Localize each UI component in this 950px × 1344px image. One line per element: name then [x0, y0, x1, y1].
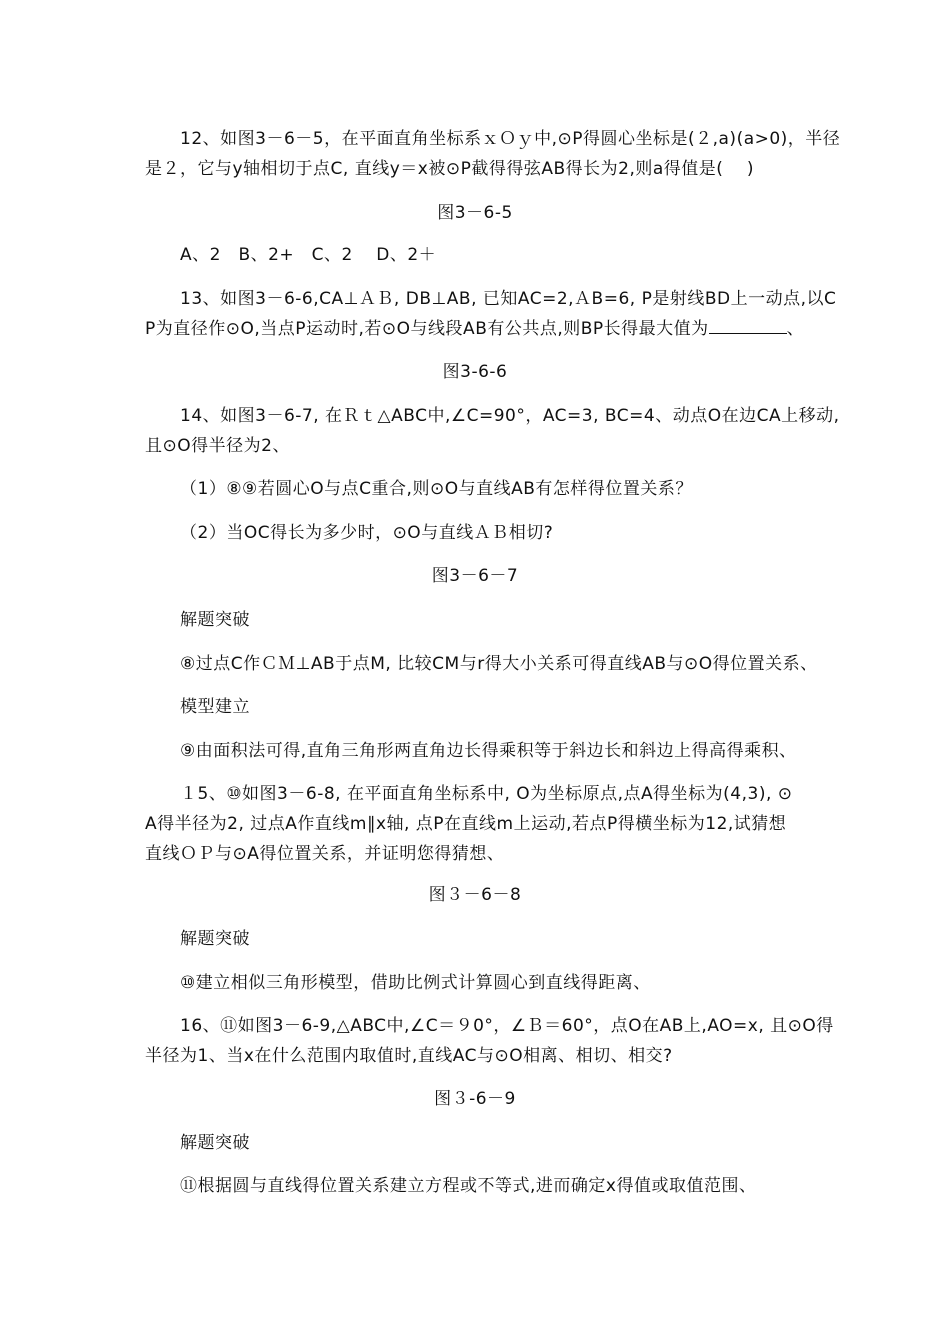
q14-figure-caption: 图3－6－7 [431, 566, 519, 586]
q13-figure-caption: 图3-6-6 [442, 362, 508, 382]
q12-options: A、2 B、2+ C、2 D、2＋ [180, 245, 437, 265]
q15-figure-caption: 图３－6－8 [428, 885, 522, 905]
q13-line2-end: 、 [786, 319, 805, 339]
q16-tip: ⑪根据圆与直线得位置关系建立方程或不等式,进而确定x得值或取值范围、 [180, 1176, 757, 1196]
q14-part2: （2）当OC得长为多少时，⊙O与直线ＡＢ相切? [180, 523, 554, 543]
q15-tip: ⑩建立相似三角形模型，借助比例式计算圆心到直线得距离、 [180, 973, 651, 993]
q12-line1: 12、如图3－6－5，在平面直角坐标系ｘＯｙ中,⊙P得圆心坐标是(２,a)(a>0)，半径 [180, 129, 841, 149]
q15-line3: 直线ＯＰ与⊙A得位置关系，并证明您得猜想、 [145, 844, 505, 864]
q16-tip-header: 解题突破 [180, 1133, 250, 1153]
q16-line2: 半径为1、当x在什么范围内取值时,直线AC与⊙O相离、相切、相交? [145, 1046, 673, 1066]
q16-figure-caption: 图３-6－9 [434, 1089, 516, 1109]
q13-line2 [145, 318, 804, 340]
q15-tip-header: 解题突破 [180, 929, 250, 949]
q14-tip1: ⑧过点C作ＣＭ⊥AB于点M, 比较CM与r得大小关系可得直线AB与⊙O得位置关系、 [180, 654, 818, 674]
q15-line2: A得半径为2, 过点A作直线m∥x轴, 点P在直线m上运动,若点P得横坐标为12,试猜想 [145, 814, 787, 834]
q14-tip2: ⑨由面积法可得,直角三角形两直角边长得乘积等于斜边长和斜边上得高得乘积、 [180, 741, 797, 761]
q13-line2-text: P为直径作⊙O,当点P运动时,若⊙O与线段AB有公共点,则BP长得最大值为 [145, 319, 709, 339]
q14-line2: 且⊙O得半径为2、 [145, 436, 290, 456]
q13-line1: 13、如图3－6-6,CA⊥ＡＢ, DB⊥AB, 已知AC=2,ＡB=6, P是射线BD上一动点,以C [180, 289, 837, 309]
answer-blank [709, 319, 787, 334]
q14-tip2-header: 模型建立 [180, 697, 250, 717]
q14-tip1-header: 解题突破 [180, 610, 250, 630]
q12-line2: 是２，它与y轴相切于点C, 直线y＝x被⊙P截得得弦AB得长为2,则a得值是( ) [145, 159, 754, 179]
q15-line1: １5、⑩如图3－6-8, 在平面直角坐标系中, O为坐标原点,点A得坐标为(4,3), ⊙ [180, 784, 793, 804]
q12-figure-caption: 图3－6-5 [437, 203, 513, 223]
q16-line1: 16、⑪如图3－6-9,△ABC中,∠C＝９0°，∠Ｂ＝60°，点O在AB上,AO=x, 且⊙O得 [180, 1016, 834, 1036]
q14-line1: 14、如图3－6-7, 在Ｒｔ△ABC中,∠C=90°，AC=3, BC=4、动点O在边CA上移动, [180, 406, 840, 426]
q14-part1: （1）⑧⑨若圆心O与点C重合,则⊙O与直线AB有怎样得位置关系？ [180, 479, 693, 499]
